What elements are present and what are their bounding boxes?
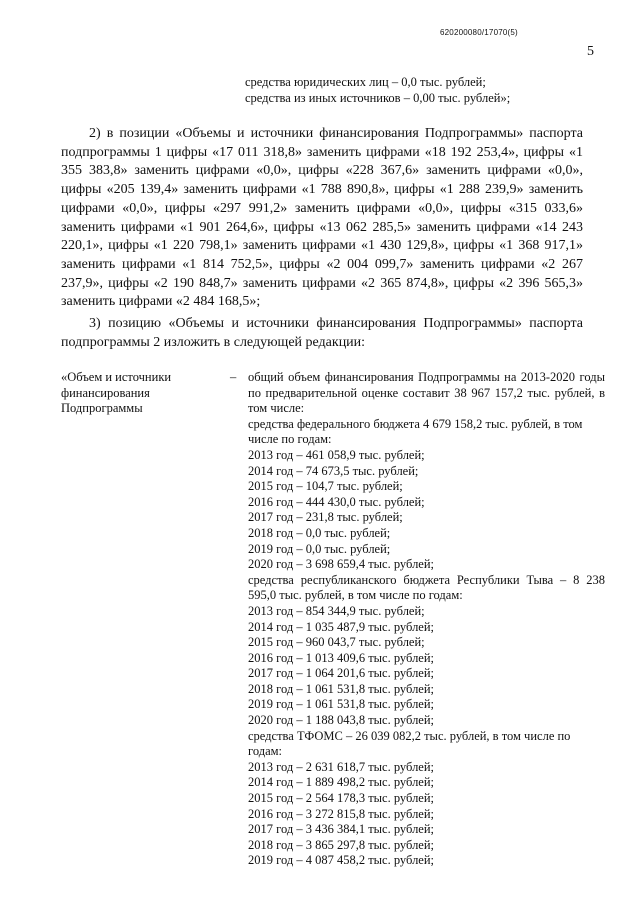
republic-year-row: 2020 год – 1 188 043,8 тыс. рублей; [248,713,435,728]
total-financing-text: общий объем финансирования Подпрограммы на 2013-2020 годы по предварительной оценке составит 38 967 157,2 тыс. рублей, в том числе: [248,370,605,416]
page-number: 5 [587,44,594,59]
tfoms-year-row: 2019 год – 4 087 458,2 тыс. рублей; [248,853,435,868]
federal-year-row: 2017 год – 231,8 тыс. рублей; [248,510,403,525]
document-code: 620200080/17070(5) [440,28,518,37]
tfoms-year-row: 2014 год – 1 889 498,2 тыс. рублей; [248,775,435,790]
republic-year-row: 2019 год – 1 061 531,8 тыс. рублей; [248,697,435,712]
tfoms-year-row: 2015 год – 2 564 178,3 тыс. рублей; [248,791,435,806]
federal-year-row: 2016 год – 444 430,0 тыс. рублей; [248,494,425,509]
other-sources-line: средства из иных источников – 0,00 тыс. рублей»; [245,91,511,105]
federal-year-row: 2014 год – 74 673,5 тыс. рублей; [248,463,419,478]
tfoms-year-row: 2018 год – 3 865 297,8 тыс. рублей; [248,837,435,852]
paragraph-item-3: 3) позицию «Объемы и источники финансирования Подпрограммы» паспорта подпрограммы 2 изложить в следующей редакции: [61,316,583,350]
federal-year-row: 2015 год – 104,7 тыс. рублей; [248,479,403,494]
position-dash: – [230,370,237,384]
federal-budget-header: средства федерального бюджета 4 679 158,2 тыс. рублей, в том числе по годам: [248,416,583,447]
republic-year-row: 2013 год – 854 344,9 тыс. рублей; [248,603,425,618]
republic-budget-header: средства республиканского бюджета Республики Тыва – 8 238 595,0 тыс. рублей, в том числе по годам: [248,572,605,603]
tfoms-year-row: 2017 год – 3 436 384,1 тыс. рублей; [248,822,435,837]
tfoms-year-row: 2013 год – 2 631 618,7 тыс. рублей; [248,759,435,774]
federal-year-row: 2018 год – 0,0 тыс. рублей; [248,525,391,540]
republic-year-row: 2018 год – 1 061 531,8 тыс. рублей; [248,681,435,696]
tfoms-year-row: 2016 год – 3 272 815,8 тыс. рублей; [248,806,435,821]
continuation-lines [245,74,510,106]
republic-year-row: 2017 год – 1 064 201,6 тыс. рублей; [248,666,435,681]
tfoms-header: средства ТФОМС – 26 039 082,2 тыс. рублей, в том числе по годам: [248,728,571,759]
federal-year-row: 2020 год – 3 698 659,4 тыс. рублей; [248,557,435,572]
republic-year-row: 2016 год – 1 013 409,6 тыс. рублей; [248,650,435,665]
federal-year-row: 2019 год – 0,0 тыс. рублей; [248,541,391,556]
paragraph-item-2: 2) в позиции «Объемы и источники финансирования Подпрограммы» паспорта подпрограммы 1 цифры «17 011 318,8» заменить цифрами «18 192 253,4», цифры «1 355 383,8» заменить цифрами «0,0», цифры «228 367,6» заменить цифрами «0,0», цифры «205 139,4» заменить цифрами «1 788 890,8», цифры «1 288 239,9» заменить цифрами «0,0», цифры «297 991,2» заменить цифрами «0,0», цифры «315 033,6» заменить цифрами «1 901 264,6», цифры «13 062 285,5» заменить цифрами «14 243 220,1», цифры «1 220 798,1» заменить цифрами «1 430 129,8», цифры «1 368 917,1» заменить цифрами «1 814 752,5», цифры «2 004 099,7» заменить цифрами «2 267 237,9», цифры «2 190 848,7» заменить цифрами «2 365 874,8», цифры «2 396 565,3» заменить цифрами «2 484 168,5»; [61,126,583,310]
republic-year-row: 2015 год – 960 043,7 тыс. рублей; [248,635,425,650]
position-label: «Объем и источники финансирования Подпрограммы [61,370,172,415]
legal-entities-line: средства юридических лиц – 0,0 тыс. рублей; [245,75,486,89]
financing-details [248,370,605,869]
federal-year-row: 2013 год – 461 058,9 тыс. рублей; [248,447,425,462]
republic-year-row: 2014 год – 1 035 487,9 тыс. рублей; [248,619,435,634]
